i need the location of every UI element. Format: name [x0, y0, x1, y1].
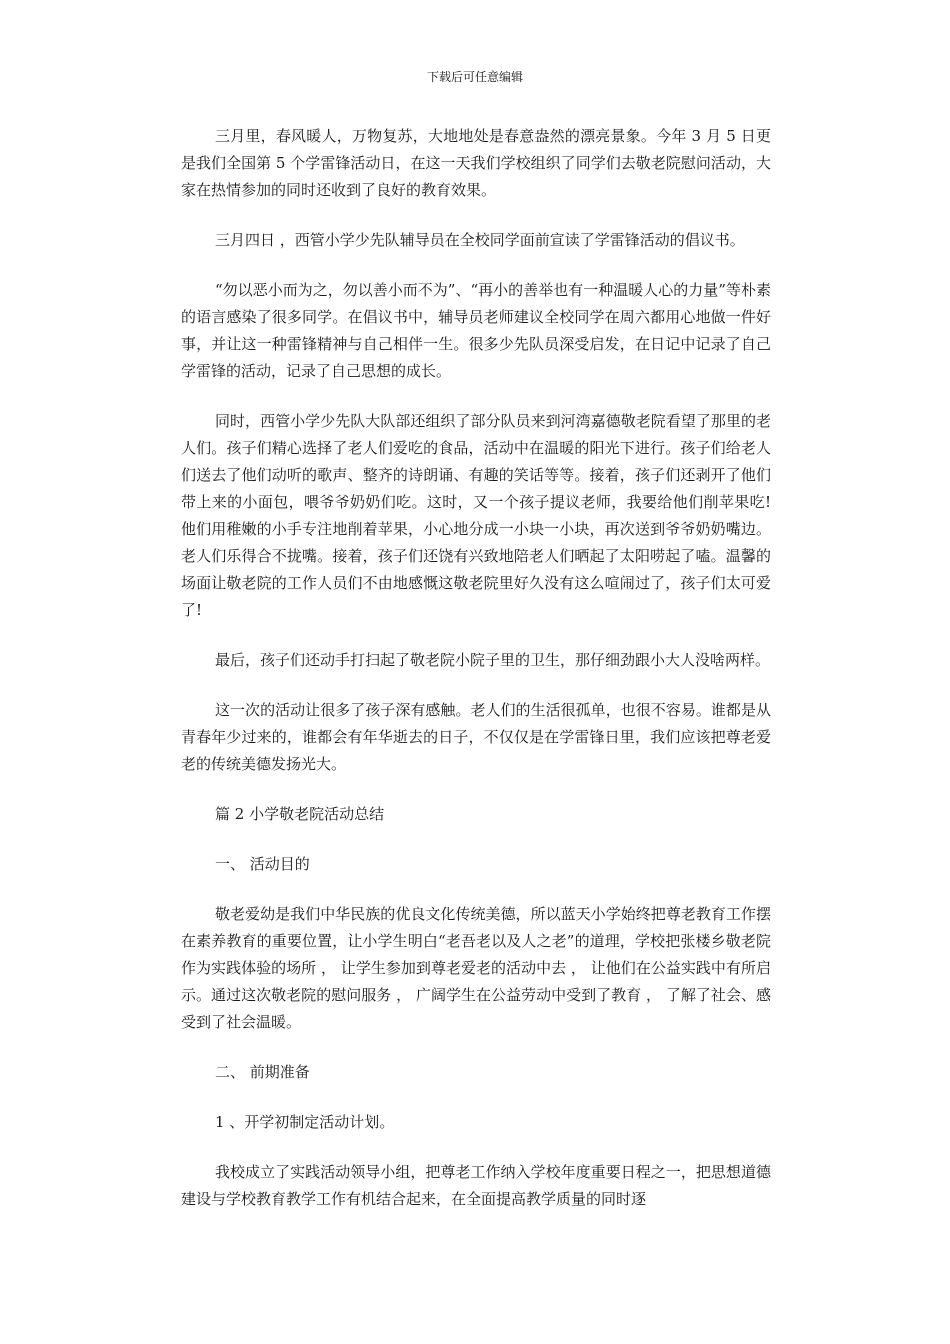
- paragraph-plan: 我校成立了实践活动领导小组，把尊老工作纳入学校年度重要日程之一，把思想道德建设与学校教育教学工作有机结合起来，在全面提高教学质量的同时逐: [181, 1163, 771, 1208]
- paragraph-proposal: 三月四日 ，西管小学少先队辅导员在全校同学面前宣读了学雷锋活动的倡议书。: [215, 231, 745, 249]
- document-body: [181, 123, 771, 1236]
- paragraph-cleanup: 最后，孩子们还动手打扫起了敬老院小院子里的卫生，那仔细劲跟小大人没啥两样。: [215, 651, 771, 669]
- page-header: 下载后可任意编辑: [426, 70, 523, 84]
- heading-purpose: 一、 活动目的: [215, 855, 310, 873]
- paragraph-visit: 同时，西管小学少先队大队部还组织了部分队员来到河湾嘉德敬老院看望了那里的老人们。孩子们精心选择了老人们爱吃的食品，活动中在温暖的阳光下进行。孩子们给老人们送去了他们动听的歌声、整齐的诗朗诵、有趣的笑话等等。接着，孩子们还剥开了他们带上来的小面包，喂爷爷奶奶们吃。这时，又一个孩子提议老师，我要给他们削苹果吃!他们用稚嫩的小手专注地削着苹果，小心地分成一小块一小块，再次送到爷爷奶奶嘴边。老人们乐得合不拢嘴。接着，孩子们还饶有兴致地陪老人们晒起了太阳唠起了嗑。温馨的场面让敬老院的工作人员们不由地感慨这敬老院里好久没有这么喧闹过了，孩子们太可爱了!: [181, 412, 771, 619]
- paragraph-intro: 三月里，春风暖人，万物复苏，大地地处是春意盎然的漂亮景象。今年 3 月 5 日更是我们全国第 5 个学雷锋活动日，在这一天我们学校组织了同学们去敬老院慰问活动，大家在热情参加的同时还收到了良好的教育效果。: [181, 127, 771, 199]
- heading-plan: 1 、开学初制定活动计划。: [215, 1113, 395, 1131]
- paragraph-purpose: 敬老爱幼是我们中华民族的优良文化传统美德，所以蓝天小学始终把尊老教育工作摆在素养教育的重要位置，让小学生明白“老吾老以及人之老”的道理，学校把张楼乡敬老院作为实践体验的场所 ， 让学生参加到尊老爱老的活动中去 ， 让他们在公益实践中有所启示。通过这次敬老院的慰问服务 ， 广阔学生在公益劳动中受到了教育 ， 了解了社会、感受到了社会温暖。: [181, 905, 771, 1031]
- paragraph-quotes: “勿以恶小而为之，勿以善小而不为”、“再小的善举也有一种温暖人心的力量”等朴素的语言感染了很多同学。在倡议书中，辅导员老师建议全校同学在周六都用心地做一件好事，并让这一种雷锋精神与自己相伴一生。很多少先队员深受启发，在日记中记录了自己学雷锋的活动，记录了自己思想的成长。: [181, 281, 771, 380]
- section-title: 篇 2 小学敬老院活动总结: [215, 805, 385, 823]
- paragraph-reflection: 这一次的活动让很多了孩子深有感触。老人们的生活很孤单，也很不容易。谁都是从青春年少过来的，谁都会有年华逝去的日子，不仅仅是在学雷锋日里，我们应该把尊老爱老的传统美德发扬光大。: [181, 701, 771, 773]
- heading-preparation: 二、 前期准备: [215, 1063, 310, 1081]
